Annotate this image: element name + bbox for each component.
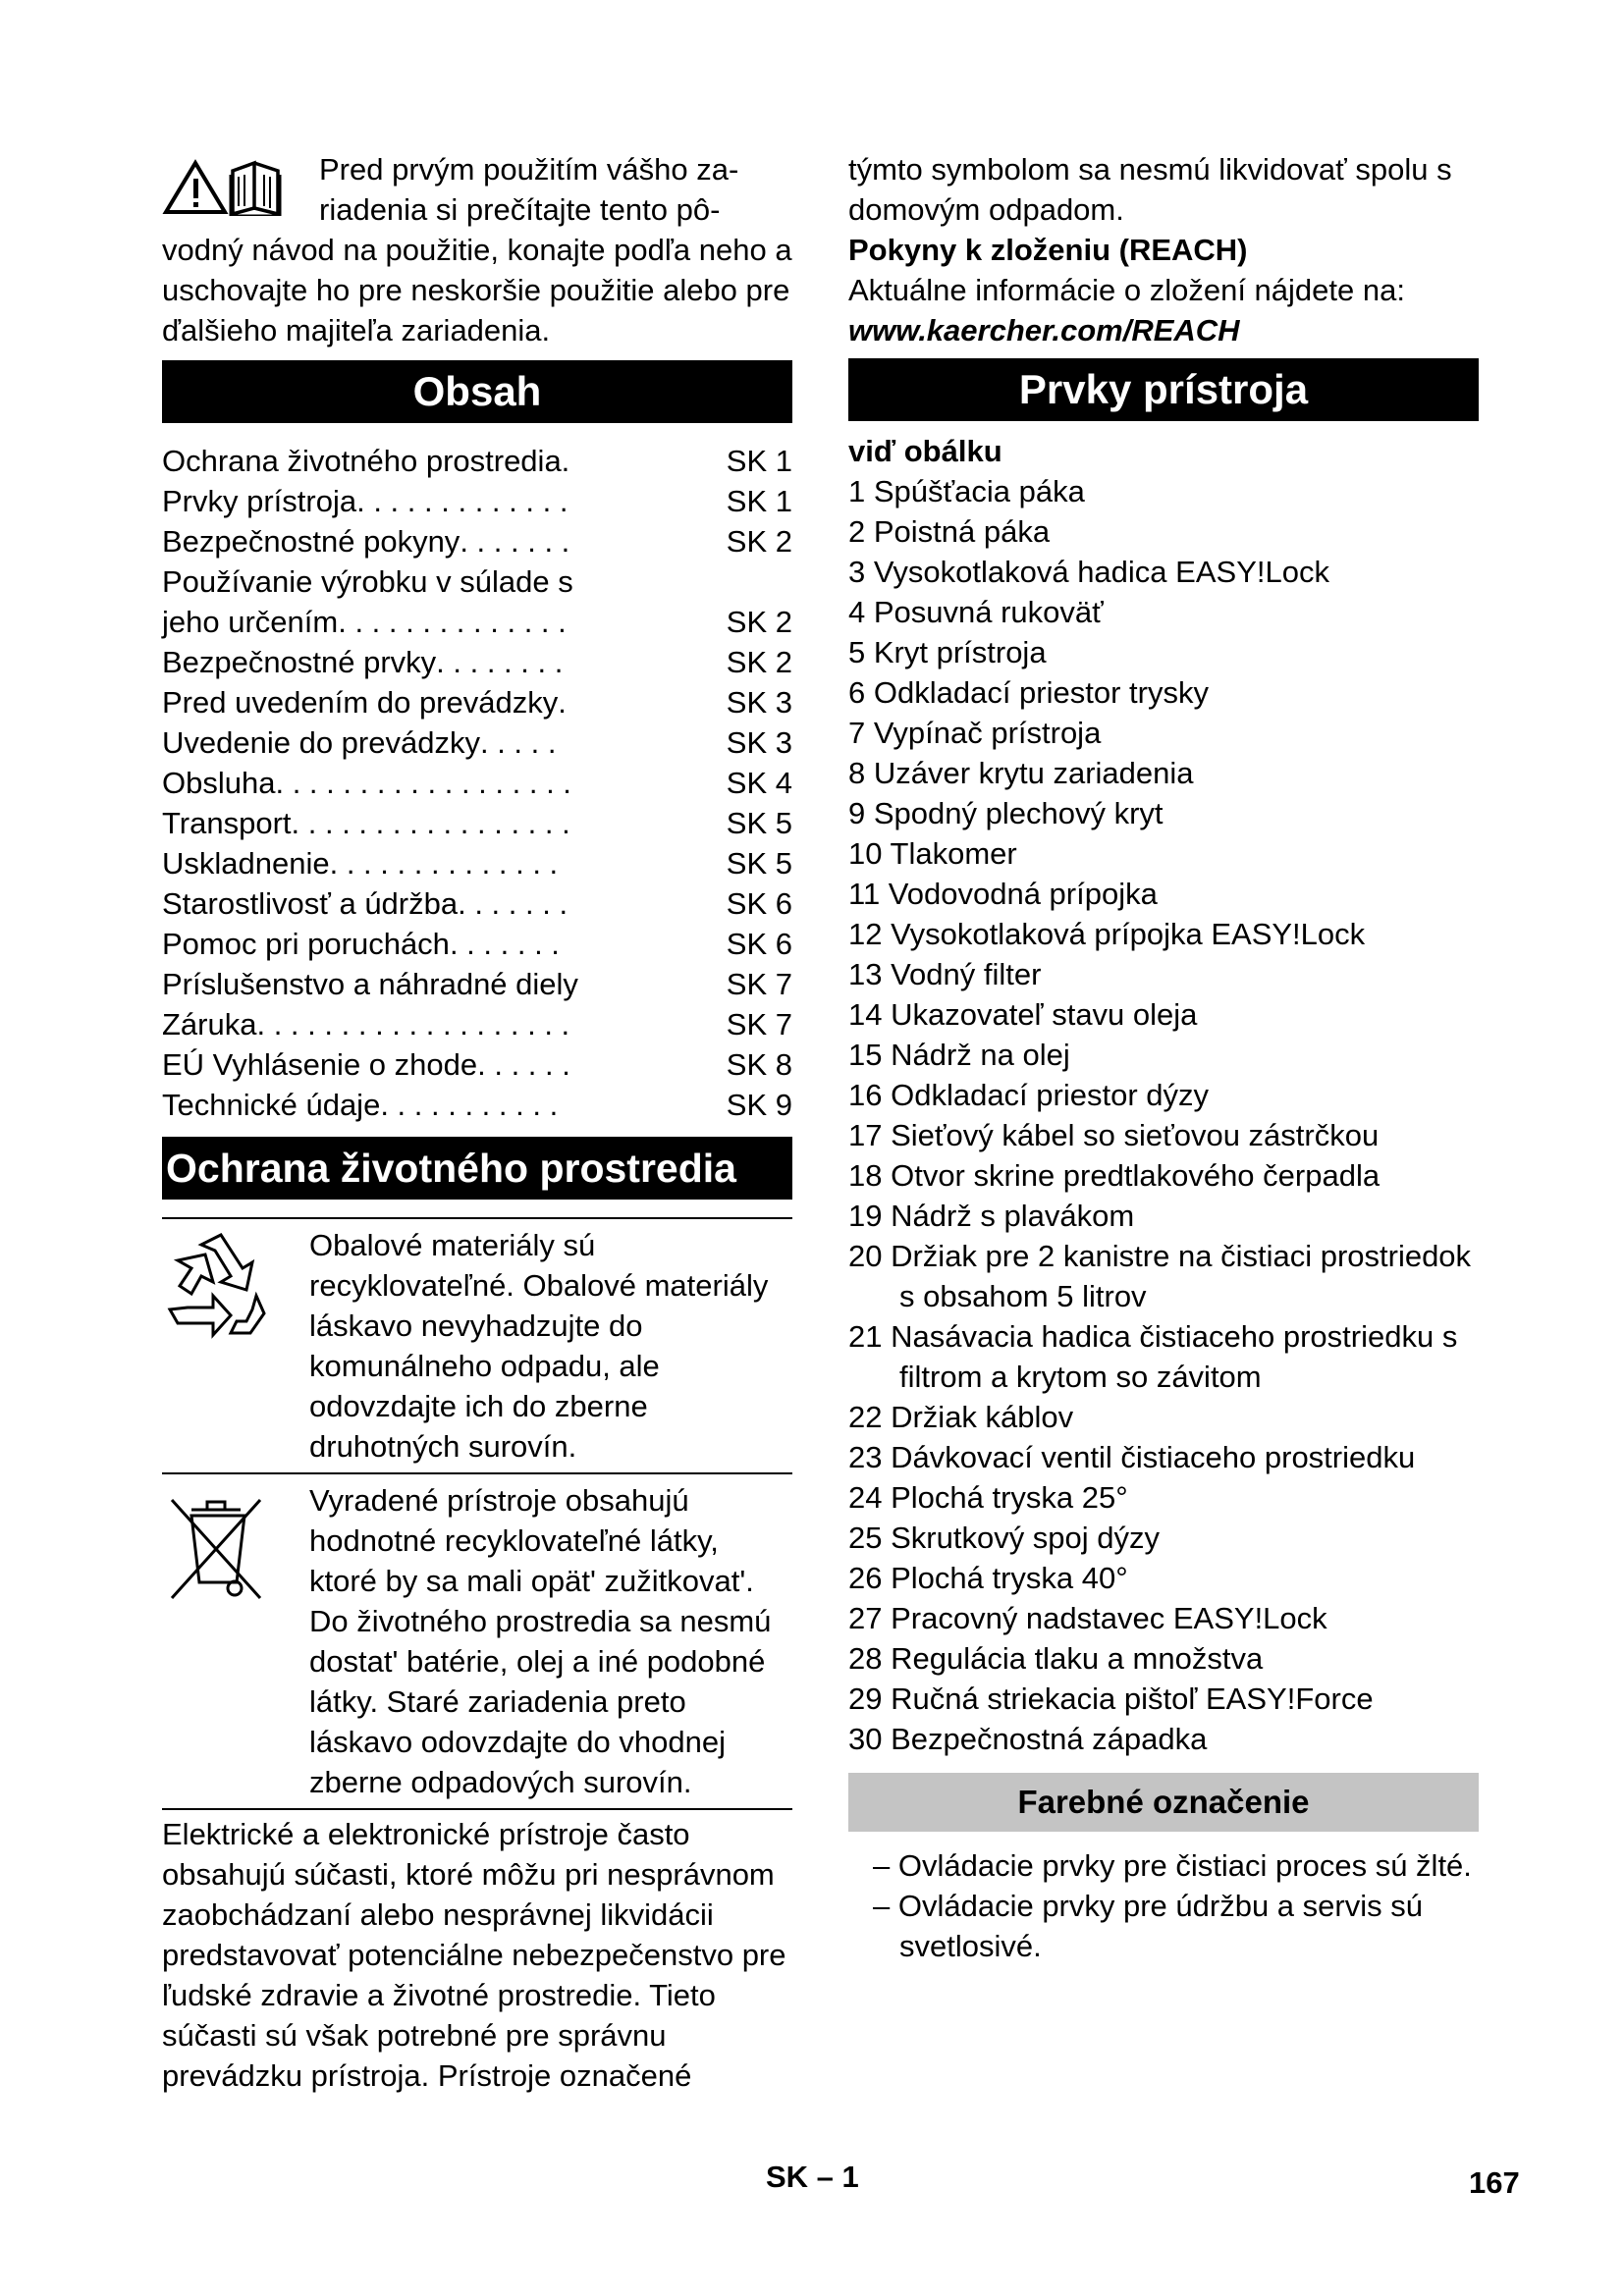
toc-label: Uvedenie do prevádzky [162,725,480,760]
left-column [162,149,792,2096]
toc-label: Pomoc pri poruchách [162,927,450,961]
toc-label: EÚ Vyhlásenie o zhode [162,1047,478,1082]
intro-line-1: Pred prvým použitím vášho za- [319,152,739,187]
toc-entry[interactable] [162,1004,792,1044]
disposal-continued-text: týmto symbolom sa nesmú likvidovať spolu s domovým odpadom. [848,152,1452,227]
parts-list-item: 23 Dávkovací ventil čistiaceho prostriedku [848,1440,1416,1474]
farebne-heading: Farebné označenie [848,1773,1479,1832]
color-coding-item: – Ovládacie prvky pre čistiaci proces sú žlté. [873,1848,1472,1883]
toc-leader: . . . . . . . . . . . . . [356,484,568,518]
toc-leader: . . . . . . . . [436,645,564,679]
parts-list-item: 16 Odkladací priestor dýzy [848,1078,1210,1112]
parts-list-item: 1 Spúšťacia páka [848,474,1085,508]
toc-entry[interactable] [162,924,792,964]
toc-page: SK 7 [726,1007,792,1041]
intro-text: vodný návod na použitie, konajte podľa neho a uschovajte ho pre neskoršie použitie alebo pre ďalšieho majiteľa zariadenia. [162,233,792,347]
toc-leader: . . . . . . . . . . . . . . . . . . . [256,1007,570,1041]
toc-entry[interactable] [162,843,792,883]
reach-text: Aktuálne informácie o zložení nájdete na: [848,273,1405,307]
parts-list-item: 19 Nádrž s plavákom [848,1199,1135,1233]
toc-label: Obsluha [162,766,276,800]
toc-leader: . . . . . . . . . . . . . . [338,605,567,639]
toc-page: SK 6 [726,886,792,921]
parts-list-item: 5 Kryt prístroja [848,635,1047,669]
toc-leader [569,441,720,481]
toc-label: Prvky prístroja [162,484,357,518]
prvky-heading: Prvky prístroja [848,358,1479,421]
toc-leader: . . . . . [479,725,557,760]
reach-heading: Pokyny k zloženiu (REACH) [848,233,1248,267]
parts-list [848,471,1479,1759]
toc-leader: . . . . . . . . . . . . . . . . . [291,806,570,840]
toc-label: jeho určením [162,605,339,639]
toc-page: SK 3 [726,725,792,760]
toc-label: Transport [162,806,292,840]
toc-page: SK 2 [726,645,792,679]
toc-page: SK 2 [726,524,792,559]
toc-page: SK 1 [726,484,792,518]
toc-page: SK 5 [726,806,792,840]
toc-entry[interactable] [162,803,792,843]
toc-page: SK 8 [726,1047,792,1082]
parts-list-item: 12 Vysokotlaková prípojka EASY!Lock [848,917,1366,951]
toc-label: Používanie výrobku v súlade s [162,564,573,599]
weee-block [162,1472,792,1802]
intro-line-2: riadenia si prečítajte tento pô- [319,192,721,227]
toc-entry[interactable] [162,602,792,642]
parts-list-item: 22 Držiak káblov [848,1400,1074,1434]
env-heading: Ochrana životného prostredia [162,1137,792,1200]
toc-entry[interactable] [162,1044,792,1085]
toc-page: SK 2 [726,605,792,639]
parts-list-item: 25 Skrutkový spoj dýzy [848,1521,1161,1555]
warning-manual-icon [162,157,309,216]
toc-leader: . . . . . . . . . . . . . . . . . . [275,766,571,800]
toc-page: SK 9 [726,1088,792,1122]
recycle-icon [162,1225,270,1343]
toc-leader [573,561,786,602]
toc-leader: . . . . . . . [449,927,560,961]
electric-text: Elektrické a elektronické prístroje často obsahujú súčasti, ktoré môžu pri nesprávnom zaobchádzaní alebo nesprávnej likvidácii predstavovať potenciálne nebezpečenstvo pre ľudské zdravie a životné prostredie. Tieto súčasti sú však potrebné pre správnu prevádzku prístroja. Prístroje označené [162,1817,786,2093]
toc-label: Príslušenstvo a náhradné diely [162,967,578,1001]
toc-entry[interactable] [162,682,792,722]
parts-list-item: 6 Odkladací priestor trysky [848,675,1209,710]
parts-list-item: 20 Držiak pre 2 kanistre na čistiaci prostriedok s obsahom 5 litrov [848,1239,1472,1313]
toc-page: SK 6 [726,927,792,961]
toc-entry[interactable] [162,722,792,763]
toc-page: SK 1 [726,444,792,478]
toc-page: SK 7 [726,967,792,1001]
reach-link[interactable]: www.kaercher.com/REACH [848,313,1240,347]
parts-list-item: 9 Spodný plechový kryt [848,796,1164,830]
toc-entry[interactable] [162,964,792,1004]
intro-notice [162,149,792,350]
toc-page: SK 5 [726,846,792,881]
toc-label: Uskladnenie [162,846,330,881]
toc-entry[interactable] [162,1085,792,1125]
parts-list-item: 10 Tlakomer [848,836,1017,871]
toc-page: SK 4 [726,766,792,800]
parts-list-item: 30 Bezpečnostná západka [848,1722,1208,1756]
toc-entry[interactable] [162,561,792,602]
toc-entry[interactable] [162,763,792,803]
toc-entry[interactable] [162,642,792,682]
parts-list-item: 13 Vodný filter [848,957,1042,991]
parts-list-item: 18 Otvor skrine predtlakového čerpadla [848,1158,1380,1193]
toc-label: Pred uvedením do prevádzky [162,685,559,720]
footer-section-label: SK – 1 [766,2160,859,2194]
toc-entry[interactable] [162,481,792,521]
parts-list-item: 21 Nasávacia hadica čistiaceho prostriedku s filtrom a krytom so závitom [848,1319,1458,1394]
toc-leader: . . . . . . . . . . . . . . [329,846,559,881]
toc-leader: . [558,685,567,720]
parts-list-item: 8 Uzáver krytu zariadenia [848,756,1194,790]
toc-entry[interactable] [162,521,792,561]
parts-list-item: 26 Plochá tryska 40° [848,1561,1128,1595]
parts-list-item: 27 Pracovný nadstavec EASY!Lock [848,1601,1327,1635]
parts-list-item: 29 Ručná striekacia pištoľ EASY!Force [848,1682,1374,1716]
toc-leader: . . . . . . . [458,886,568,921]
table-of-contents [162,441,792,1125]
parts-list-item: 7 Vypínač prístroja [848,716,1102,750]
toc-label: Starostlivosť a údržba [162,886,459,921]
parts-list-item: 4 Posuvná rukoväť [848,595,1104,629]
color-coding-list [848,1845,1479,1966]
page-number: 167 [1469,2165,1520,2200]
toc-leader: . . . . . . . . . . . [380,1088,559,1122]
crossed-bin-icon [162,1480,270,1608]
obsah-heading: Obsah [162,360,792,423]
prvky-subheading: viď obálku [848,434,1002,468]
parts-list-item: 14 Ukazovateľ stavu oleja [848,997,1198,1032]
recycle-block [162,1217,792,1467]
toc-label: Záruka [162,1007,257,1041]
toc-leader: . . . . . . . [460,524,570,559]
toc-entry[interactable] [162,883,792,924]
toc-label: Technické údaje [162,1088,381,1122]
parts-list-item: 3 Vysokotlaková hadica EASY!Lock [848,555,1329,589]
toc-page [786,561,792,602]
parts-list-item: 15 Nádrž na olej [848,1038,1070,1072]
toc-entry[interactable] [162,441,792,481]
right-column [848,149,1479,1966]
toc-page: SK 3 [726,685,792,720]
toc-label: Ochrana životného prostredia. [162,444,570,478]
color-coding-item: – Ovládacie prvky pre údržbu a servis sú svetlosivé. [873,1889,1423,1963]
parts-list-item: 28 Regulácia tlaku a množstva [848,1641,1264,1676]
recycle-text: Obalové materiály sú recyklovateľné. Obalové materiály láskavo nevyhadzujte do komunálneho odpadu, ale odovzdajte ich do zberne druhotných surovín. [309,1228,769,1464]
toc-leader: . . . . . . [477,1047,570,1082]
toc-leader [578,964,721,1004]
toc-label: Bezpečnostné prvky [162,645,437,679]
parts-list-item: 11 Vodovodná prípojka [848,877,1158,911]
parts-list-item: 2 Poistná páka [848,514,1051,549]
parts-list-item: 17 Sieťový kábel so sieťovou zástrčkou [848,1118,1380,1152]
toc-label: Bezpečnostné pokyny [162,524,460,559]
parts-list-item: 24 Plochá tryska 25° [848,1480,1128,1515]
weee-text: Vyradené prístroje obsahujú hodnotné recyklovateľné látky, ktoré by sa mali opät' zužitkovat'. Do životného prostredia sa nesmú dostat' batérie, olej a iné podobné látky. Staré zariadenia preto láskavo odovzdajte do vhodnej zberne odpadových surovín. [309,1483,772,1799]
